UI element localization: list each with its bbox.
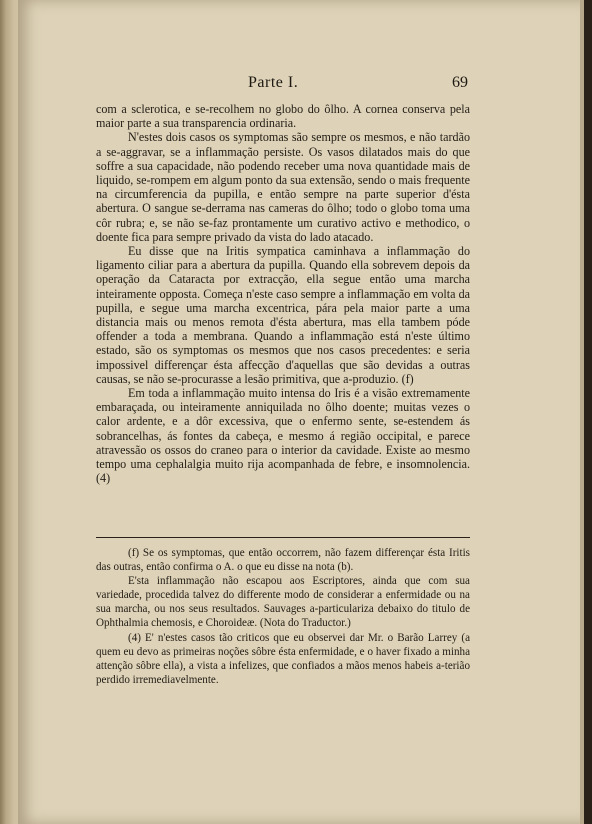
scan-border [584, 0, 592, 824]
paragraph-3: Eu disse que na Iritis sympatica caminhava a inflammação do ligamento ciliar para a abertura da pupilla. Quando ella sobrevem depois da operação da Cataracta por extracção, ella segue então uma marcha inteiramente opposta. Começa n'este caso sempre a inflammação em volta da pupilla, e segue uma marcha excentrica, pára pela maior parte a uma distancia mais ou menos remota d'ésta abertura, mas ella tambem póde offender a toda a membrana. Quando a inflammação está n'este último estado, são os symptomas os mesmos que nos casos precedentes: e seria impossivel differençar ésta affecção d'aquellas que são devidas a outras causas, se não se-procurasse a lesão primitiva, que a-produzio. (f) [96, 244, 470, 386]
footnote-f: (f) Se os symptomas, que então occorrem, não fazem differençar ésta Iritis das outras, então confirma o A. o que eu disse na nota (b). [96, 547, 470, 574]
book-page [18, 0, 584, 824]
running-title: Parte I. [248, 74, 299, 91]
main-text [96, 102, 470, 485]
paragraph-2: N'estes dois casos os symptomas são sempre os mesmos, e não tardão a se-aggravar, se a inflammação persiste. Os vasos dilatados mais do que soffre a sua capacidade, não podendo receber uma nova quantidade mais de liquido, se-rompem em algum ponto da sua extensão, sendo o mais frequente na circumferencia da pupilla, e então sempre na parte superior d'ésta abertura. O sangue se-derrama nas cameras do ôlho; todo o globo toma uma côr rubra; e, se não se-faz prontamente um curativo activo e methodico, o doente fica para sempre privado da vista do lado atacado. [96, 130, 470, 244]
paragraph-4: Em toda a inflammação muito intensa do Iris é a visão extremamente embaraçada, ou inteiramente anniquilada no ôlho doente; muitas vezes o calor ardente, e a dôr excessiva, que o enfermo sente, se-estendem ás sobrancelhas, ás fontes da cabeça, e mesmo á região occipital, e parece atravessão os ossos do craneo para o interior da cavidade. Existe ao mesmo tempo uma cephalalgia muito rija acompanhada de febre, e insomnolencia. (4) [96, 386, 470, 486]
translator-note: E'sta inflammação não escapou aos Escriptores, ainda que com sua variedade, procedida talvez do differente modo de considerar a enfermidade ou na sua marcha, ou nos seus resultados. Sauvages a-particulariza debaixo do titulo de Ophthalmia chemosis, e Choroideæ. (Nota do Traductor.) [96, 575, 470, 630]
footnote-separator [96, 537, 470, 538]
paragraph-1: com a sclerotica, e se-recolhem no globo do ôlho. A cornea conserva pela maior parte a sua transparencia ordinaria. [96, 102, 470, 131]
footnotes [96, 546, 470, 687]
running-header [98, 74, 468, 96]
page-number: 69 [452, 74, 468, 91]
footnote-4: (4) E' n'estes casos tão criticos que eu observei dar Mr. o Barão Larrey (a quem eu devo as primeiras noções sôbre ésta enfermidade, e o haver fixado a minha attenção sôbre ella), a vista a infelizes, que confiados a mãos menos habeis a-terião perdido irremediavelmente. [96, 631, 470, 686]
